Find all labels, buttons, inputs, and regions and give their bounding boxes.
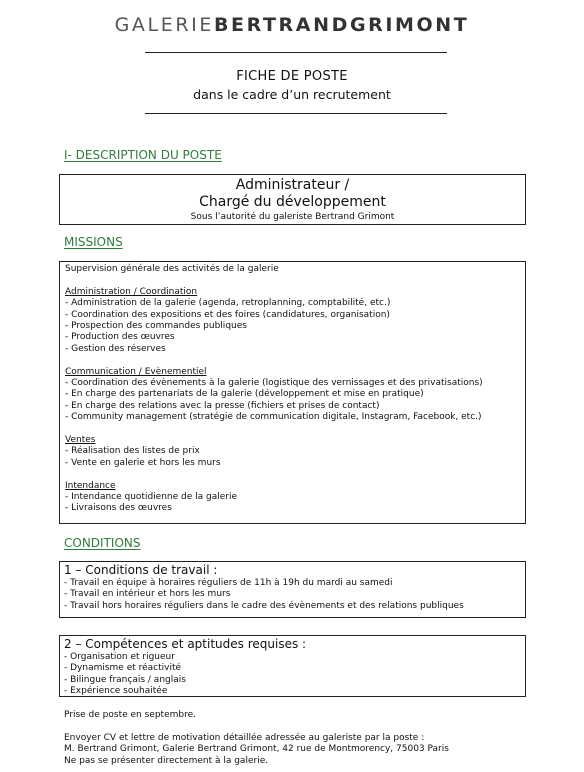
conditions-box bbox=[59, 561, 526, 618]
list-item: - Organisation et rigueur bbox=[64, 652, 175, 662]
group-title-ventes: Ventes bbox=[65, 435, 96, 446]
footer-send-instructions: Envoyer CV et lettre de motivation détaillée adressée au galeriste par la poste : bbox=[64, 732, 425, 743]
logo-part-grimont: GRIMONT bbox=[349, 14, 470, 36]
list-item: - Intendance quotidienne de la galerie bbox=[65, 492, 238, 503]
group-title-intendance: Intendance bbox=[65, 480, 116, 491]
competences-box bbox=[59, 635, 526, 697]
list-item: - Community management (stratégie de communication digitale, Instagram, Facebook, etc.) bbox=[65, 412, 482, 423]
list-item: - En charge des relations avec la presse (fichiers et prises de contact) bbox=[65, 400, 380, 411]
missions-box bbox=[59, 261, 526, 524]
missions-intro: Supervision générale des activités de la galerie bbox=[65, 264, 279, 274]
list-item: - Bilingue français / anglais bbox=[64, 674, 186, 685]
list-item: - Gestion des réserves bbox=[65, 343, 166, 354]
page-title: FICHE DE POSTE bbox=[236, 69, 348, 84]
bottom-divider bbox=[145, 113, 447, 114]
list-item: - Travail en intérieur et hors les murs bbox=[64, 589, 231, 600]
list-item: - Production des œuvres bbox=[65, 332, 175, 343]
gallery-logo bbox=[0, 14, 584, 36]
list-item: - Expérience souhaitée bbox=[64, 686, 168, 697]
top-divider bbox=[145, 52, 447, 53]
footer-note: Ne pas se présenter directement à la galerie. bbox=[64, 755, 269, 766]
list-item: - Travail en équipe à horaires réguliers de 11h à 19h du mardi au samedi bbox=[64, 578, 393, 588]
post-title-box bbox=[59, 174, 526, 225]
competences-box-title: 2 – Compétences et aptitudes requises : bbox=[64, 637, 307, 651]
post-title-line2: Chargé du développement bbox=[199, 194, 386, 210]
section-description-heading: I- DESCRIPTION DU POSTE bbox=[64, 148, 222, 162]
conditions-box-title: 1 – Conditions de travail : bbox=[64, 563, 218, 577]
post-title-line1: Administrateur / bbox=[235, 177, 350, 193]
list-item: - Coordination des évènements à la galerie (logistique des vernissages et des privatisations) bbox=[65, 378, 483, 389]
group-title-communication: Communication / Evènementiel bbox=[65, 366, 207, 377]
list-item: - Vente en galerie et hors les murs bbox=[65, 457, 221, 468]
logo-part-bertrand: BERTRAND bbox=[213, 14, 350, 36]
list-item: - Travail hors horaires réguliers dans le cadre des évènements et des relations publiques bbox=[64, 600, 464, 611]
conditions-heading: CONDITIONS bbox=[64, 536, 141, 550]
list-item: - Administration de la galerie (agenda, retroplanning, comptabilité, etc.) bbox=[65, 298, 391, 309]
logo-part-galerie: GALERIE bbox=[114, 14, 214, 36]
post-authority: Sous l’autorité du galeriste Bertrand Grimont bbox=[190, 212, 395, 222]
list-item: - Réalisation des listes de prix bbox=[65, 446, 200, 457]
list-item: - En charge des partenariats de la galerie (développement et mise en pratique) bbox=[65, 389, 424, 400]
footer-start-date: Prise de poste en septembre. bbox=[64, 710, 196, 720]
missions-heading: MISSIONS bbox=[64, 235, 123, 249]
footer bbox=[64, 710, 449, 767]
list-item: - Coordination des expositions et des foires (candidatures, organisation) bbox=[65, 309, 390, 320]
group-title-administration: Administration / Coordination bbox=[65, 286, 198, 297]
list-item: - Dynamisme et réactivité bbox=[64, 663, 182, 674]
list-item: - Livraisons des œuvres bbox=[65, 503, 172, 514]
footer-address: M. Bertrand Grimont, Galerie Bertrand Grimont, 42 rue de Montmorency, 75003 Paris bbox=[64, 744, 449, 755]
list-item: - Prospection des commandes publiques bbox=[65, 321, 247, 332]
page-subtitle: dans le cadre d’un recrutement bbox=[193, 87, 391, 102]
